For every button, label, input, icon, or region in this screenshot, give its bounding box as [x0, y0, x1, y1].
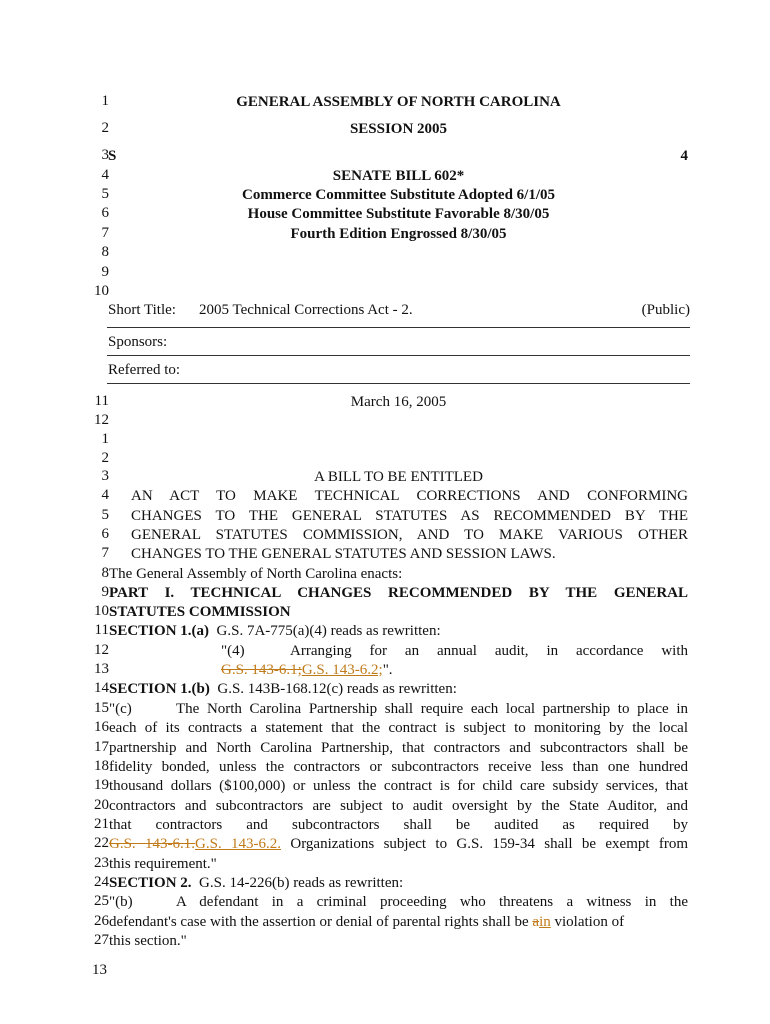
line-number: 6	[101, 205, 109, 221]
inserted-text: G.S. 143-6.2.	[195, 836, 282, 852]
section-label: SECTION 1.(a)	[109, 623, 210, 639]
line-number: 11	[94, 622, 109, 638]
line-number: 21	[94, 816, 109, 832]
act-title-line: CHANGES TO THE GENERAL STATUTES AS RECOMMENDED BY THE	[131, 508, 688, 524]
public-tag: (Public)	[641, 302, 690, 318]
amended-line	[109, 913, 688, 932]
bill-history: Fourth Edition Engrossed 8/30/05	[290, 226, 507, 242]
body-line: A defendant in a criminal proceeding who threatens a witness in the	[176, 894, 688, 910]
line-number: 1	[101, 93, 109, 109]
line-number: 18	[94, 758, 109, 774]
divider	[107, 355, 690, 356]
section-label: SECTION 2.	[109, 875, 192, 891]
line-number: 1	[101, 431, 109, 447]
act-title-line: GENERAL STATUTES COMMISSION, AND TO MAKE VARIOUS OTHER	[131, 527, 688, 543]
bill-history: House Committee Substitute Favorable 8/30/05	[247, 206, 550, 222]
line-number: 24	[94, 874, 109, 890]
section-line	[109, 874, 688, 893]
page-number: 13	[92, 962, 107, 978]
line-number: 11	[94, 393, 109, 409]
edition-number: 4	[680, 148, 688, 164]
amended-line	[221, 661, 393, 680]
inserted-text: G.S. 143-6.2;	[301, 662, 383, 678]
sponsors-label: Sponsors:	[108, 334, 168, 350]
line-number: 8	[101, 565, 109, 581]
part-heading: PART I. TECHNICAL CHANGES RECOMMENDED BY THE GENERAL	[109, 585, 688, 601]
bill-history: Commerce Committee Substitute Adopted 6/1/05	[241, 187, 555, 203]
body-line: this requirement."	[109, 856, 217, 872]
inserted-text: in	[539, 914, 551, 930]
divider	[107, 327, 690, 328]
act-title-line: CHANGES TO THE GENERAL STATUTES AND SESSION LAWS.	[131, 546, 556, 562]
body-line: each of its contracts a statement that the contract is subject to monitoring by the local	[109, 720, 688, 736]
enacting-clause: The General Assembly of North Carolina enacts:	[109, 566, 403, 582]
body-line: fidelity bonded, unless the contractors or subcontractors receive less than one hundred	[109, 759, 688, 775]
section-label: SECTION 1.(b)	[109, 681, 210, 697]
line-number: 15	[94, 700, 109, 716]
line-number: 3	[101, 468, 109, 484]
line-number: 7	[101, 545, 109, 561]
section-text: G.S. 7A-775(a)(4) reads as rewritten:	[216, 623, 441, 639]
line-number: 13	[94, 661, 109, 677]
line-number: 5	[101, 186, 109, 202]
line-number: 2	[101, 450, 109, 466]
subsection-number: "(b)	[109, 894, 133, 910]
line-number: 9	[101, 264, 109, 280]
amended-line	[109, 835, 688, 854]
assembly-title: GENERAL ASSEMBLY OF NORTH CAROLINA	[236, 94, 561, 110]
section-line	[109, 680, 688, 699]
line-number: 23	[94, 855, 109, 871]
body-text: Organizations subject to G.S. 159-34 shall be exempt from	[290, 836, 688, 852]
bill-number: SENATE BILL 602*	[332, 168, 465, 184]
section-line	[109, 622, 688, 641]
divider	[107, 383, 690, 384]
line-number: 27	[94, 932, 109, 948]
line-number: 7	[101, 225, 109, 241]
deleted-text: a	[532, 914, 540, 930]
section-text: G.S. 14-226(b) reads as rewritten:	[199, 875, 404, 891]
section-text: G.S. 143B-168.12(c) reads as rewritten:	[217, 681, 457, 697]
line-number: 4	[101, 487, 109, 503]
line-number: 5	[101, 507, 109, 523]
bill-heading: A BILL TO BE ENTITLED	[314, 469, 483, 485]
subsection-number: "(c)	[109, 701, 132, 717]
filing-date: March 16, 2005	[350, 394, 447, 410]
deleted-text: G.S. 143-6.1;	[221, 662, 302, 678]
body-text: violation of	[554, 914, 625, 930]
line-number: 25	[94, 893, 109, 909]
line-number: 16	[94, 719, 109, 735]
line-number: 3	[101, 147, 109, 163]
line-number: 26	[94, 913, 109, 929]
short-title-label: Short Title:	[108, 302, 176, 318]
part-heading: STATUTES COMMISSION	[109, 604, 291, 620]
body-text: defendant's case with the assertion or denial of parental rights shall be	[109, 914, 529, 930]
line-number: 22	[94, 835, 109, 851]
line-number: 12	[94, 412, 109, 428]
body-line: thousand dollars ($100,000) or unless the contract is for child care subsidy services, that	[109, 778, 688, 794]
body-line: that contractors and subcontractors shall be audited as required by	[109, 817, 688, 833]
body-line: The North Carolina Partnership shall require each local partnership to place in	[176, 701, 688, 717]
short-title: 2005 Technical Corrections Act - 2.	[199, 302, 413, 318]
session-title: SESSION 2005	[349, 121, 448, 137]
line-number: 6	[101, 526, 109, 542]
line-number: 9	[101, 584, 109, 600]
referred-label: Referred to:	[108, 362, 181, 378]
body-line: Arranging for an annual audit, in accordance with	[290, 643, 688, 659]
body-line: partnership and North Carolina Partnership, that contractors and subcontractors shall be	[109, 740, 688, 756]
body-line: contractors and subcontractors are subject to audit oversight by the State Auditor, and	[109, 798, 688, 814]
line-number: 19	[94, 777, 109, 793]
body-text: ".	[382, 662, 393, 678]
line-number: 10	[94, 283, 109, 299]
line-number: 8	[101, 244, 109, 260]
line-number: 12	[94, 642, 109, 658]
body-line: this section."	[109, 933, 187, 949]
line-number: 14	[94, 680, 109, 696]
line-number: 2	[101, 120, 109, 136]
deleted-text: G.S. 143-6.1.	[109, 836, 196, 852]
act-title-line: AN ACT TO MAKE TECHNICAL CORRECTIONS AND CONFORMING	[131, 488, 688, 504]
line-number: 4	[101, 167, 109, 183]
subdivision-number: "(4)	[221, 643, 245, 659]
line-number: 20	[94, 797, 109, 813]
chamber-letter: S	[108, 148, 117, 164]
line-number: 17	[94, 739, 109, 755]
line-number: 10	[94, 603, 109, 619]
